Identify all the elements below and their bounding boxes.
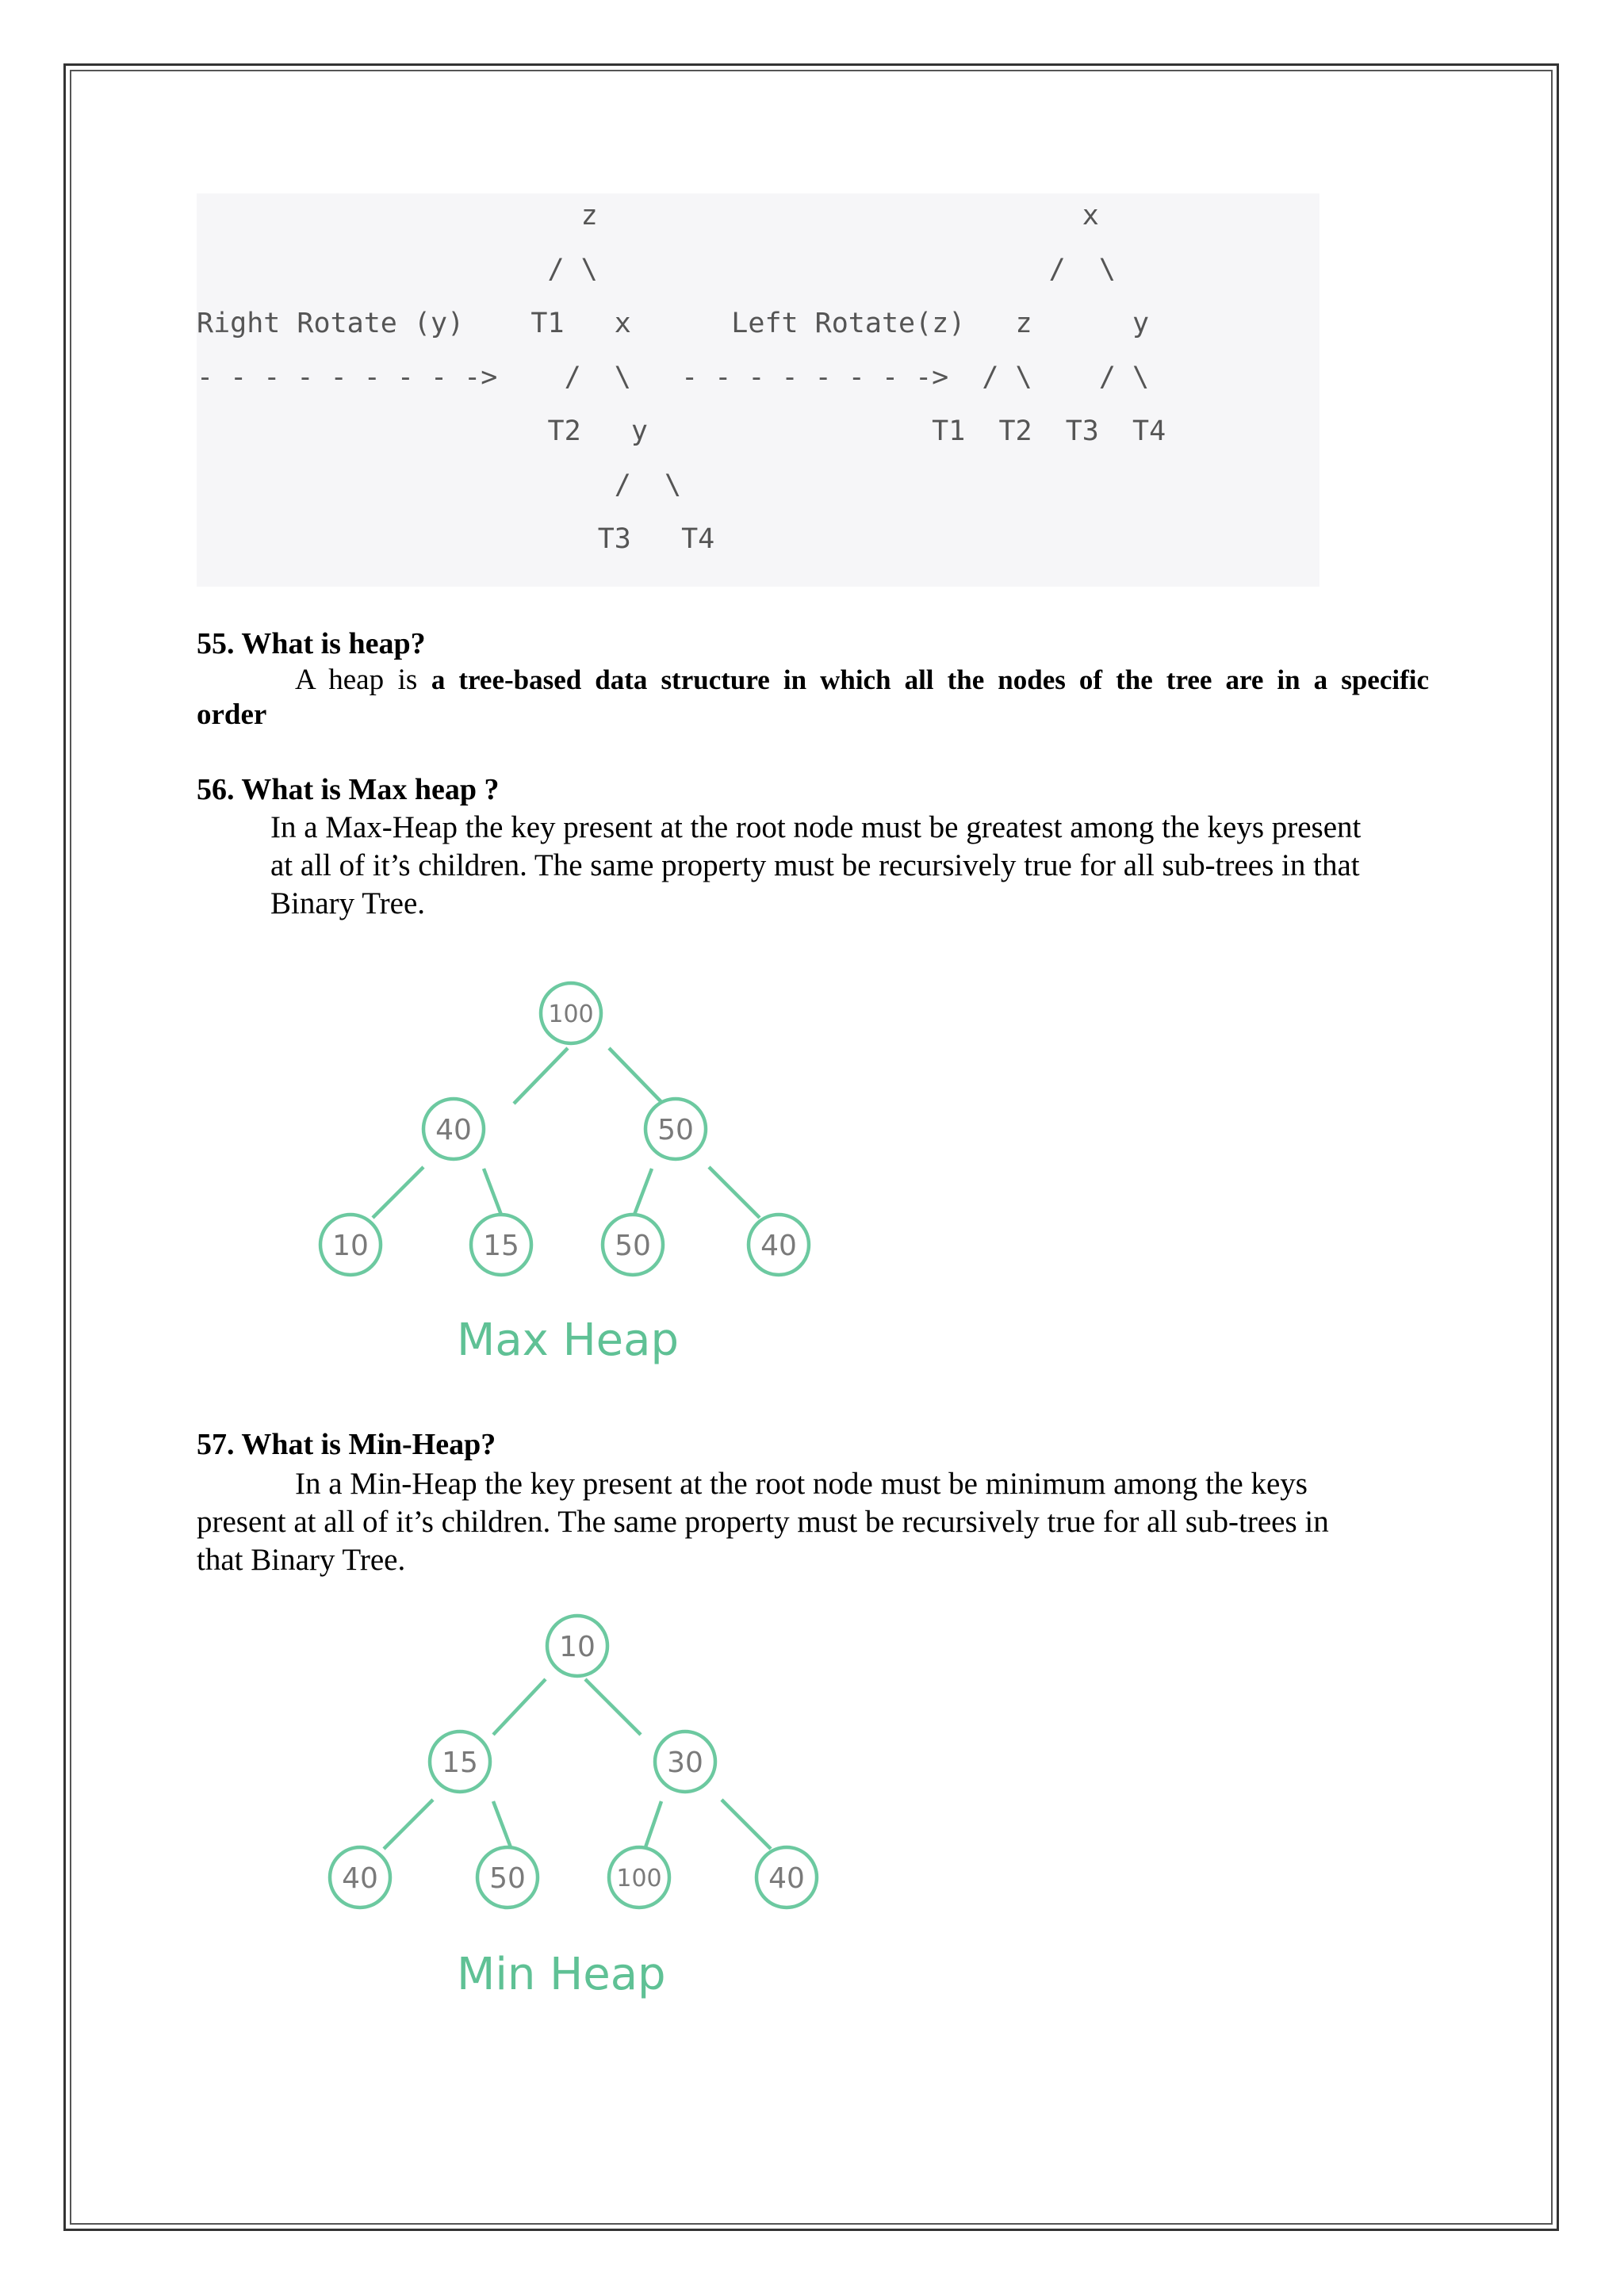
- heap-node-label: 10: [332, 1230, 369, 1262]
- code-line: Right Rotate (y) T1 x Left Rotate(z) z y: [197, 308, 1150, 339]
- tree-edge: [384, 1800, 433, 1849]
- tree-edge: [373, 1167, 423, 1218]
- answer-bold: a tree-based data structure in which all the nodes of the tree are in a specific: [431, 664, 1429, 695]
- heap-node-label: 40: [342, 1862, 378, 1895]
- heap-node-label: 15: [483, 1230, 519, 1262]
- tree-edge: [634, 1169, 652, 1215]
- question-55-heading: 55. What is heap?: [197, 627, 426, 660]
- question-56-answer: [270, 809, 1428, 923]
- question-55-answer-end: order: [197, 698, 267, 731]
- heap-node-label: 30: [667, 1747, 703, 1779]
- heap-node-label: 40: [768, 1862, 805, 1895]
- max-heap-tree: [301, 959, 841, 1292]
- answer-line: In a Max-Heap the key present at the root node must be greatest among the keys present: [270, 810, 1362, 844]
- heap-node-label: 100: [616, 1865, 662, 1892]
- tree-edge: [514, 1048, 568, 1104]
- code-line: / \ / \: [197, 254, 1116, 285]
- code-line: - - - - - - - - -> / \ - - - - - - - -> / \ / \: [197, 362, 1150, 393]
- tree-edge: [609, 1048, 663, 1104]
- heap-node-label: 50: [615, 1230, 651, 1262]
- answer-line: at all of it’s children. The same property must be recursively true for all sub-trees in that: [270, 848, 1360, 882]
- min-heap-tree: [309, 1592, 848, 1925]
- heap-node-label: 40: [435, 1114, 472, 1146]
- code-line: / \: [197, 469, 682, 501]
- question-57-answer: [197, 1465, 1434, 1579]
- tree-edge: [484, 1169, 501, 1215]
- tree-edge: [585, 1679, 641, 1735]
- max-heap-caption: Max Heap: [457, 1314, 679, 1366]
- tree-edge: [722, 1800, 771, 1849]
- tree-edge: [709, 1167, 760, 1218]
- heap-node-label: 40: [760, 1230, 797, 1262]
- answer-line: present at all of it’s children. The same property must be recursively true for all sub-trees in: [197, 1505, 1329, 1539]
- tree-edge: [493, 1801, 511, 1847]
- min-heap-figure: [309, 1592, 848, 2036]
- code-line: T2 y T1 T2 T3 T4: [197, 415, 1166, 447]
- rotation-code-block: [197, 193, 1320, 587]
- heap-node-label: 50: [489, 1862, 526, 1895]
- heap-node-label: 10: [559, 1631, 596, 1663]
- answer-lead: A heap is: [295, 664, 431, 696]
- code-line: z x: [197, 200, 1099, 232]
- question-56-heading: 56. What is Max heap ?: [197, 773, 500, 806]
- answer-line: that Binary Tree.: [197, 1543, 406, 1577]
- answer-line: Binary Tree.: [270, 886, 425, 920]
- min-heap-caption: Min Heap: [457, 1949, 666, 2000]
- answer-line: In a Min-Heap the key present at the root node must be minimum among the keys: [295, 1467, 1308, 1501]
- heap-node-label: 100: [548, 1001, 594, 1028]
- code-line: T3 T4: [197, 523, 715, 555]
- question-57-heading: 57. What is Min-Heap?: [197, 1428, 496, 1461]
- heap-node-label: 15: [442, 1747, 478, 1779]
- tree-edge: [645, 1801, 661, 1847]
- question-55-answer: [295, 663, 1429, 698]
- max-heap-figure: [301, 959, 841, 1403]
- tree-edge: [493, 1679, 546, 1735]
- heap-node-label: 50: [657, 1114, 694, 1146]
